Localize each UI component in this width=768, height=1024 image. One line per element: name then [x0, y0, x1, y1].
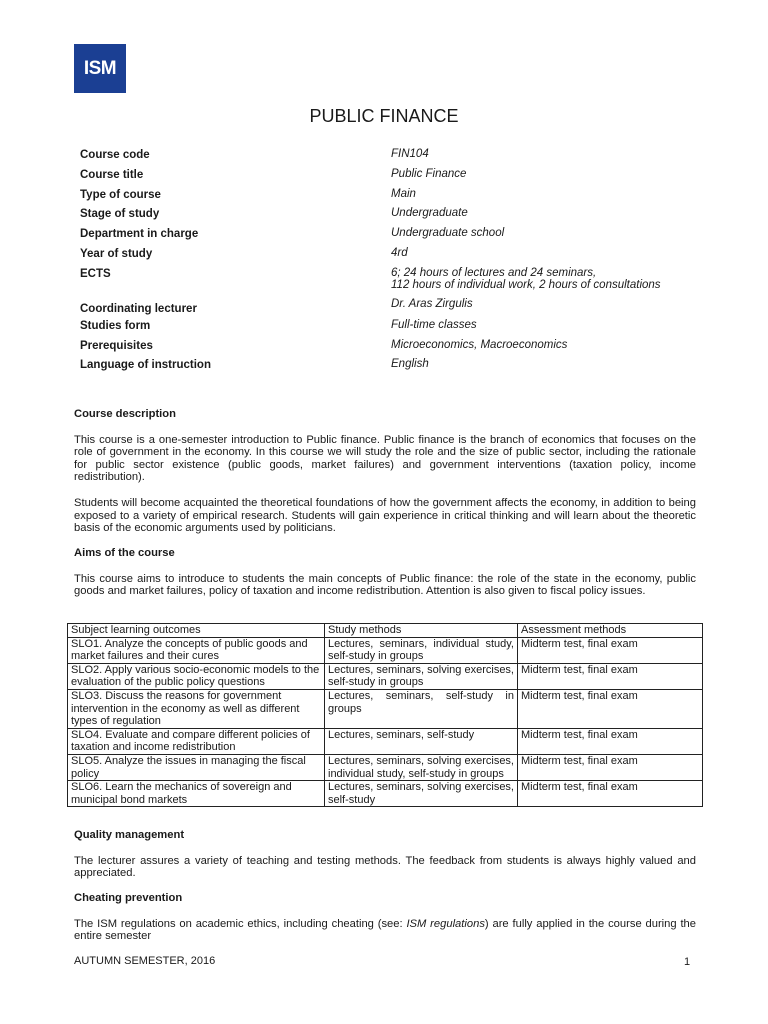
info-value: English — [391, 358, 429, 371]
info-value: Main — [391, 187, 416, 200]
info-value: FIN104 — [391, 148, 429, 160]
cheating-prevention-section — [74, 892, 696, 943]
paragraph: This course aims to introduce to students the main concepts of Public finance: the role of the state in the economy, public goods and market failures, policy of taxation and income redistribution. Attention is also given to fiscal policy issues. — [74, 572, 696, 598]
info-value: Dr. Aras Zirgulis — [391, 297, 473, 310]
table-cell — [325, 689, 518, 728]
info-row-stage-of-study — [80, 207, 700, 227]
table-cell — [325, 754, 518, 780]
table-cell: SLO2. Apply various socio-economic models to the evaluation of the public policy questions — [68, 663, 325, 689]
ism-logo: ISM — [74, 44, 126, 93]
table-header-row — [68, 624, 703, 638]
cell-text: Lectures, seminars, self-study — [328, 728, 475, 741]
info-value — [391, 267, 661, 298]
paragraph: The lecturer assures a variety of teaching and testing methods. The feedback from students is always highly valued and appreciated. — [74, 854, 696, 880]
table-row — [68, 781, 703, 807]
info-label: Studies form — [80, 319, 151, 332]
cell-text: Lectures, seminars, solving exercises, self-study — [328, 781, 514, 806]
cell-text: Lectures, seminars, solving exercises, self-study in groups — [328, 663, 514, 689]
ects-line-2: 112 hours of individual work, 2 hours of consultations — [391, 279, 661, 292]
table-cell — [325, 728, 518, 754]
info-value: 4rd — [391, 246, 408, 259]
info-label: Prerequisites — [80, 339, 153, 352]
paragraph: Students will become acquainted the theoretical foundations of how the government affects the economy, in addition to being exposed to a variety of empirical research. Students will gain experience in critical thinking and will learn about the theoretic basis of the economic arguments used by politicians. — [74, 496, 696, 535]
document-title: PUBLIC FINANCE — [309, 106, 459, 126]
table-row — [68, 754, 703, 780]
section-heading: Aims of the course — [74, 547, 175, 559]
info-row-studies-form — [80, 319, 700, 339]
table-cell: Midterm test, final exam — [518, 663, 703, 689]
table-cell: SLO1. Analyze the concepts of public goods and market failures and their cures — [68, 637, 325, 663]
column-header: Study methods — [325, 624, 518, 638]
table-cell — [325, 781, 518, 807]
info-row-type-of-course — [80, 188, 700, 208]
course-info — [80, 148, 700, 378]
table-cell: SLO5. Analyze the issues in managing the fiscal policy — [68, 754, 325, 780]
table-cell — [325, 663, 518, 689]
info-label: Coordinating lecturer — [80, 302, 197, 315]
paragraph: This course is a one-semester introduction to Public finance. Public finance is the branch of economics that focuses on the role of government in the economy. In this course we will study the role and the size of public sector, including the rationale for public sector existence (public goods, market failures) and government interventions (taxation policy, income redistribution). — [74, 433, 696, 484]
info-label: ECTS — [80, 267, 111, 280]
table-cell: Midterm test, final exam — [518, 637, 703, 663]
info-value: Microeconomics, Macroeconomics — [391, 338, 568, 351]
table-cell — [325, 637, 518, 663]
cell-text: Lectures, seminars, self-study in groups — [328, 689, 514, 715]
table-cell: SLO3. Discuss the reasons for government intervention in the economy as well as different types of regulation — [68, 689, 325, 728]
info-label: Type of course — [80, 188, 161, 201]
info-value: Undergraduate school — [391, 227, 505, 240]
paragraph — [74, 918, 696, 943]
info-label: Department in charge — [80, 228, 199, 241]
paragraph-text: ) are fully applied in the course during the entire semester — [74, 917, 697, 943]
info-row-ects — [80, 267, 700, 298]
section-heading: Quality management — [74, 829, 185, 841]
table-cell: Midterm test, final exam — [518, 689, 703, 728]
table-cell: Midterm test, final exam — [518, 781, 703, 807]
table-row — [68, 689, 703, 728]
info-row-course-code — [80, 148, 700, 168]
section-heading: Course description — [74, 408, 176, 420]
info-value: Full-time classes — [391, 318, 477, 331]
info-row-coordinating-lecturer — [80, 298, 700, 319]
ism-regulations-reference: ISM regulations — [406, 917, 485, 930]
cell-text: Lectures, seminars, individual study, self-study in groups — [328, 637, 514, 663]
info-row-department — [80, 227, 700, 247]
info-label: Stage of study — [80, 208, 160, 221]
info-label: Language of instruction — [80, 359, 211, 372]
info-row-language — [80, 358, 700, 378]
info-label: Year of study — [80, 247, 153, 260]
table-cell: Midterm test, final exam — [518, 728, 703, 754]
course-description-section — [74, 408, 696, 535]
table-row — [68, 728, 703, 754]
quality-management-section — [74, 829, 696, 880]
info-label: Course title — [80, 168, 144, 181]
table-row — [68, 637, 703, 663]
info-row-year-of-study — [80, 247, 700, 267]
ects-line-1: 6; 24 hours of lectures and 24 seminars, — [391, 266, 597, 279]
info-label: Course code — [80, 149, 150, 161]
page-number: 1 — [684, 956, 691, 968]
table-row — [68, 663, 703, 689]
aims-section — [74, 547, 696, 598]
table-cell: Midterm test, final exam — [518, 754, 703, 780]
cell-text: Lectures, seminars, solving exercises, individual study, self-study in groups — [328, 754, 514, 780]
info-row-course-title — [80, 168, 700, 188]
info-value: Undergraduate — [391, 207, 468, 220]
info-row-prerequisites — [80, 339, 700, 359]
table-cell: SLO6. Learn the mechanics of sovereign and municipal bond markets — [68, 781, 325, 807]
column-header: Subject learning outcomes — [68, 624, 325, 638]
table-cell: SLO4. Evaluate and compare different policies of taxation and income redistribution — [68, 728, 325, 754]
section-heading: Cheating prevention — [74, 892, 183, 904]
column-header: Assessment methods — [518, 624, 703, 638]
footer-semester: AUTUMN SEMESTER, 2016 — [74, 955, 216, 967]
learning-outcomes-table — [67, 623, 703, 807]
paragraph-text: The ISM regulations on academic ethics, including cheating (see: — [74, 917, 407, 930]
info-value: Public Finance — [391, 167, 467, 180]
